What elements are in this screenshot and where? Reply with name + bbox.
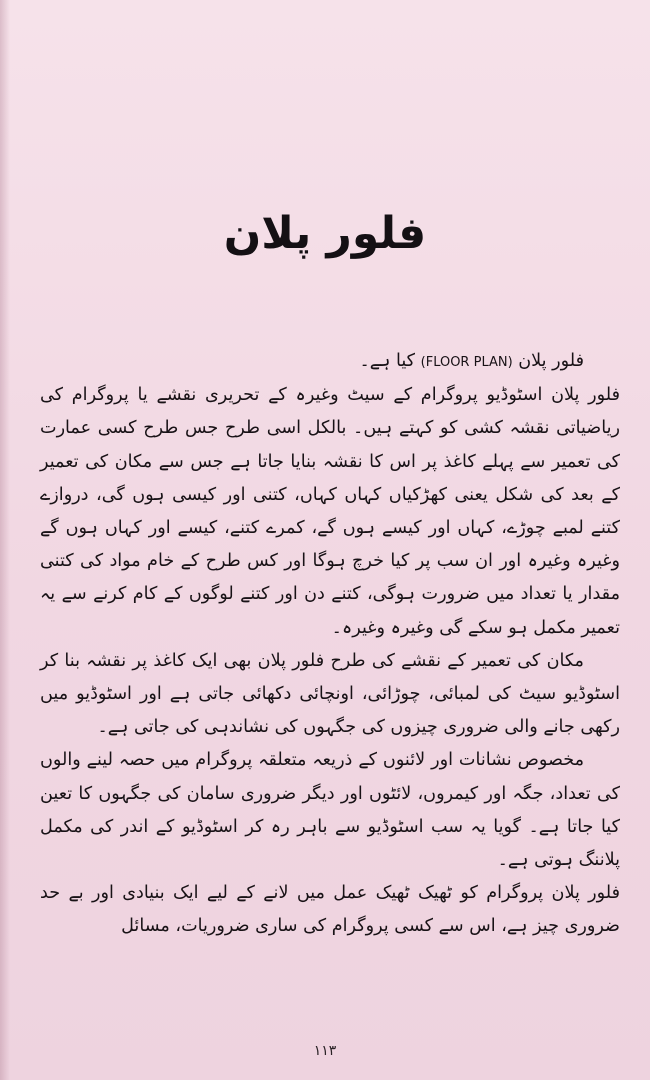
section-question [40, 345, 584, 379]
paragraph-3: مخصوص نشانات اور لائنوں کے ذریعہ متعلقہ پروگرام میں حصہ لینے والوں کی تعداد، جگہ اور کیمروں، لائٹوں اور دیگر ضروری سامان کی جگہوں کا تعین کیا جاتا ہے۔ گویا یہ سب اسٹوڈیو سے باہر رہ کر اسٹوڈیو کے اندر کی مکمل پلاننگ ہوتی ہے۔ [40, 750, 620, 871]
body-text [40, 345, 620, 944]
page-number: ۱۱۳ [313, 1043, 337, 1059]
question-prefix: فلور پلان [518, 351, 584, 371]
paragraph-1: فلور پلان اسٹوڈیو پروگرام کے سیٹ وغیرہ کے تحریری نقشے یا پروگرام کی ریاضیاتی نقشہ کشی کو کہتے ہیں۔ بالکل اسی طرح جس طرح کسی عمارت کی تعمیر سے پہلے کاغذ پر اس کا نقشہ بنایا جاتا ہے جس سے مکان کی تعمیر کے بعد کی شکل یعنی کھڑکیاں کہاں کہاں، کتنی اور کیسی ہوں گی، دروازے کتنے لمبے چوڑے، کہاں اور کیسے ہوں گے، کمرے کتنے، کیسے اور کہاں ہوں گے وغیرہ وغیرہ اور ان سب پر کیا خرچ ہوگا اور کس طرح کے خام مواد کی کتنی مقدار یا تعداد میں ضرورت ہوگی، کتنے دن اور کتنے لوگوں کے کام کرنے سے یہ تعمیر مکمل ہو سکے گی وغیرہ وغیرہ۔ [40, 385, 620, 638]
page-title: فلور پلان [223, 208, 427, 259]
page-edge-shadow [0, 0, 10, 1080]
question-latin-term: (FLOOR PLAN) [420, 355, 513, 370]
question-suffix: کیا ہے۔ [359, 351, 416, 371]
paragraph-2: مکان کی تعمیر کے نقشے کی طرح فلور پلان بھی ایک کاغذ پر نقشہ بنا کر اسٹوڈیو سیٹ کی لمبائی، چوڑائی، اونچائی دکھائی جاتی ہے اور اسٹوڈیو میں رکھی جانے والی ضروری چیزوں کی جگہوں کی نشاندہی کی جاتی ہے۔ [40, 650, 620, 738]
paragraph-4: فلور پلان پروگرام کو ٹھیک ٹھیک عمل میں لانے کے لیے ایک بنیادی اور بے حد ضروری چیز ہے، اس سے کسی پروگرام کی ساری ضروریات، مسائل [40, 883, 620, 937]
